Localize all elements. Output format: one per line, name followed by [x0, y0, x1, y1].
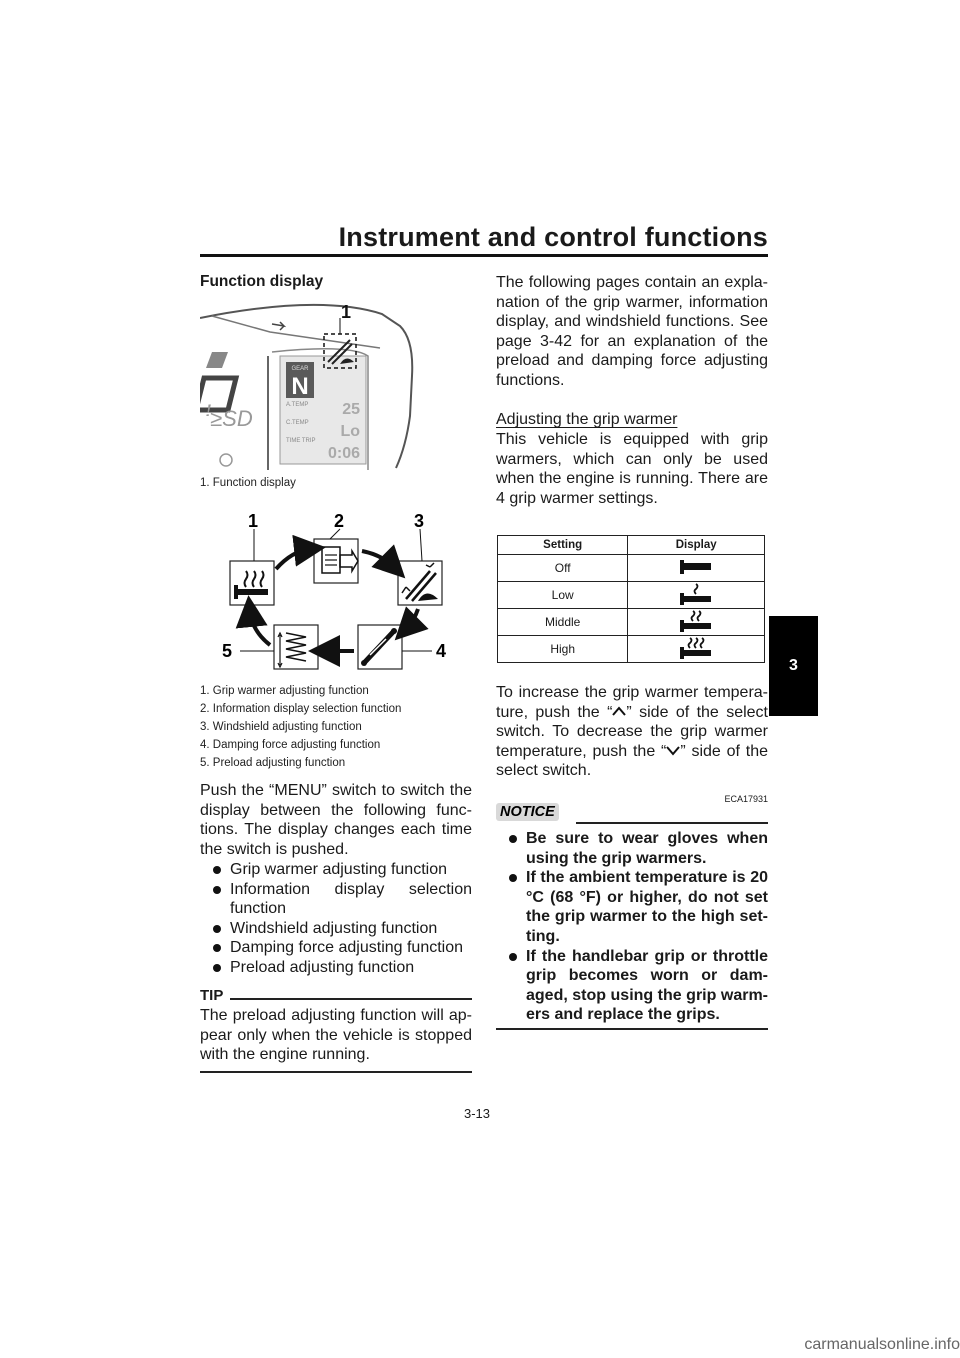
setting-cell: Off	[498, 555, 628, 582]
intro-paragraph: The following pages contain an expla-nation of the grip warmer, information display, and windshield functions. See page 3-42 for an explanation of the preload and damping force adjusting functions.	[496, 274, 768, 389]
grip-low-icon	[679, 583, 713, 605]
notice-rule-bottom	[496, 1028, 768, 1030]
tip-rule-top	[230, 998, 472, 1000]
gear-label: GEAR	[291, 366, 309, 372]
notice-item: If the ambient temperature is 20 °C (68 °F) or higher, do not set the grip warmer to the high set-ting.	[496, 868, 768, 946]
figure2-captions	[200, 682, 472, 772]
notice-rule-top	[576, 822, 768, 824]
watermark: carmanualsonline.info	[804, 1336, 960, 1353]
figure2-callout-3: 3	[414, 511, 425, 531]
list-item: Windshield adjusting function	[200, 919, 472, 939]
table-row	[498, 582, 765, 609]
caption-line: 2. Information display selection function	[200, 703, 402, 715]
tip-label: TIP	[200, 987, 224, 1004]
gear-indicator: N	[291, 373, 309, 400]
caption-line: 4. Damping force adjusting function	[200, 739, 381, 751]
grip-off-icon	[679, 557, 713, 577]
section-title: Function display	[200, 273, 324, 290]
level-readout: Lo	[340, 423, 360, 440]
list-item: Information display selection function	[200, 880, 472, 919]
chapter-tab: 3	[769, 616, 818, 716]
figure1-caption: 1. Function display	[200, 477, 296, 489]
figure1-callout-1: 1	[341, 302, 352, 322]
function-cycle-figure	[200, 505, 472, 680]
select-switch-paragraph: To increase the grip warmer tempera-ture, push the “ ” side of the select switch. To decrease the grip warmer temperature, push the “ ” side of the select switch.	[496, 684, 769, 780]
grip-warmer-paragraph: This vehicle is equipped with grip warmers, which can only be used when the engine is running. There are 4 grip warmer settings.	[496, 431, 768, 507]
notice-list	[496, 829, 768, 1025]
tip-text: The preload adjusting function will ap-pear only when the vehicle is stopped with the engine running.	[200, 1007, 472, 1064]
list-item: Preload adjusting function	[200, 958, 472, 978]
caption-line: 5. Preload adjusting function	[200, 757, 346, 769]
setting-cell: Middle	[498, 609, 628, 636]
table-row	[498, 555, 765, 582]
caption-line: 1. Grip warmer adjusting function	[200, 685, 369, 697]
grip-warmer-settings-table	[497, 535, 765, 663]
grip-high-icon	[679, 637, 713, 659]
svg-text:A.TEMP: A.TEMP	[286, 402, 309, 408]
time-readout: 0:06	[327, 445, 360, 462]
temp-readout: 25	[342, 401, 360, 418]
notice-item: If the handlebar grip or throttle grip becomes worn or dam-aged, stop using the grip warm-ers and replace the grips.	[496, 947, 768, 1025]
instrument-panel-figure	[200, 296, 472, 470]
figure2-callout-1: 1	[248, 511, 259, 531]
svg-text:TIME TRIP: TIME TRIP	[286, 438, 316, 444]
chevron-down-icon	[666, 745, 680, 756]
list-item: Grip warmer adjusting function	[200, 860, 472, 880]
page-number: 3-13	[464, 1106, 491, 1121]
table-header: Setting	[498, 536, 628, 555]
figure2-callout-2: 2	[334, 511, 345, 531]
table-header: Display	[628, 536, 765, 555]
caption-line: 3. Windshield adjusting function	[200, 721, 362, 733]
svg-text:C.TEMP: C.TEMP	[286, 420, 309, 426]
notice-code: ECA17931	[724, 794, 768, 804]
subheading-grip-warmer: Adjusting the grip warmer	[496, 411, 678, 428]
menu-paragraph: Push the “MENU” switch to switch the display between the following func-tions. The display changes each time the switch is pushed.	[200, 782, 472, 858]
grip-middle-icon	[679, 610, 713, 632]
table-row	[498, 609, 765, 636]
table-row	[498, 636, 765, 663]
list-item: Damping force adjusting function	[200, 938, 472, 958]
chevron-up-icon	[612, 706, 626, 717]
figure2-callout-4: 4	[436, 641, 447, 661]
header-rule	[200, 254, 768, 257]
tip-rule-bottom	[200, 1071, 472, 1073]
svg-text:ꜝ≥SD: ꜝ≥SD	[204, 406, 253, 431]
figure2-callout-5: 5	[222, 641, 233, 661]
function-list	[200, 860, 472, 978]
setting-cell: High	[498, 636, 628, 663]
notice-badge: NOTICE	[496, 803, 559, 821]
notice-item: Be sure to wear gloves when using the grip warmers.	[496, 829, 768, 868]
setting-cell: Low	[498, 582, 628, 609]
page-header-title: Instrument and control functions	[338, 222, 768, 252]
